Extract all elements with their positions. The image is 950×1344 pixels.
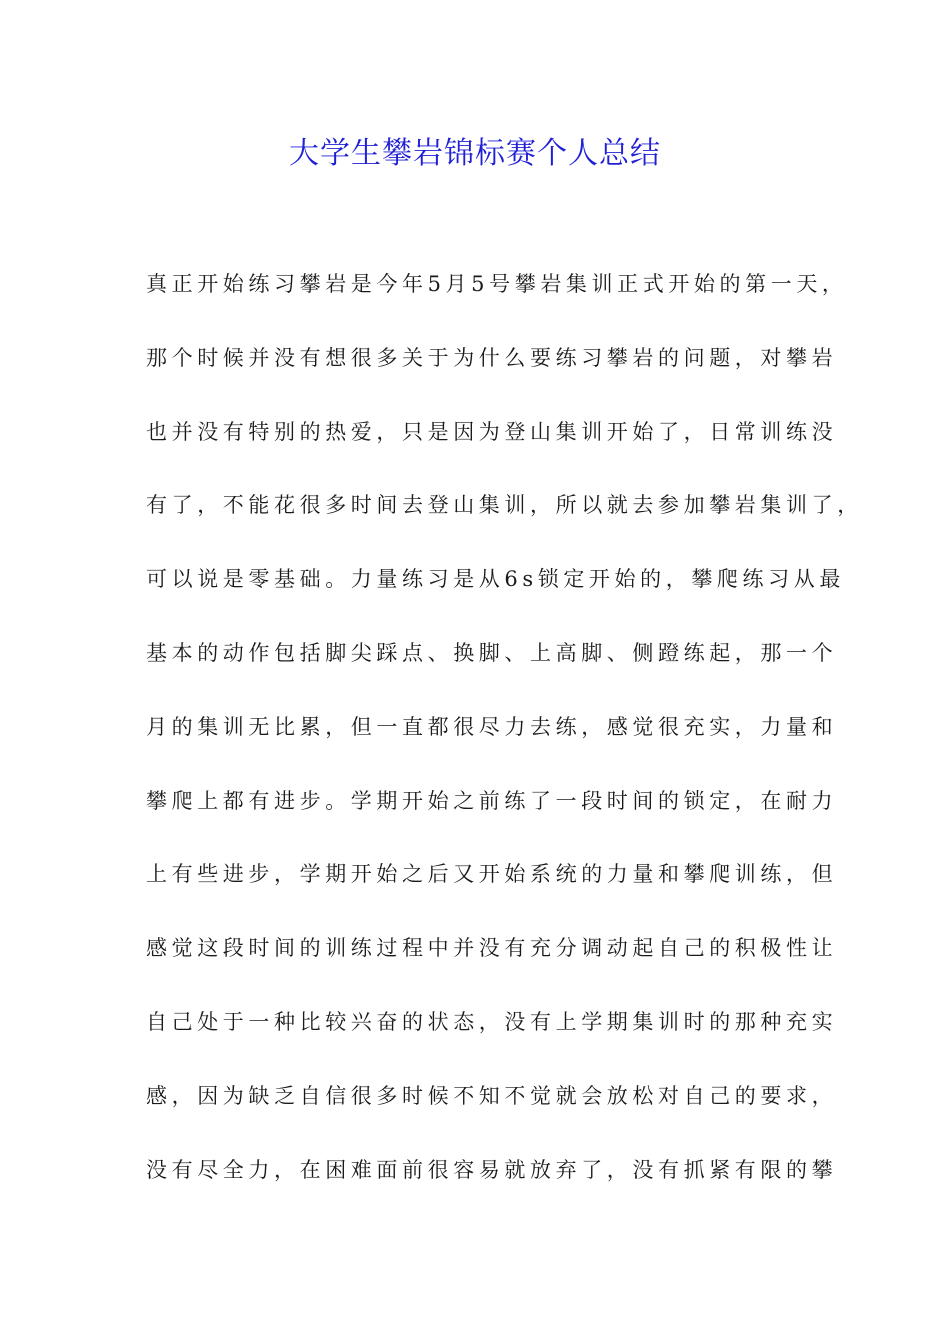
body-line: 月的集训无比累，但一直都很尽力去练，感觉很充实，力量和 [146,714,838,739]
body-line: 感觉这段时间的训练过程中并没有充分调动起自己的积极性让 [146,936,838,961]
body-line: 没有尽全力，在困难面前很容易就放弃了，没有抓紧有限的攀 [146,1157,838,1182]
body-line: 也并没有特别的热爱，只是因为登山集训开始了，日常训练没 [146,419,838,444]
body-line: 基本的动作包括脚尖踩点、换脚、上高脚、侧蹬练起，那一个 [146,640,838,665]
body-line: 上有些进步，学期开始之后又开始系统的力量和攀爬训练，但 [146,862,838,887]
body-line: 真正开始练习攀岩是今年5月5号攀岩集训正式开始的第一天， [146,272,848,296]
body-line: 可以说是零基础。力量练习是从6s锁定开始的，攀爬练习从最 [146,567,845,592]
document-title: 大学生攀岩锦标赛个人总结 [289,136,661,171]
body-line: 有了，不能花很多时间去登山集训，所以就去参加攀岩集训了， [146,493,863,518]
body-line: 攀爬上都有进步。学期开始之前练了一段时间的锁定，在耐力 [146,788,838,813]
document-body [146,264,863,1223]
body-line: 自己处于一种比较兴奋的状态，没有上学期集训时的那种充实 [146,1009,838,1034]
body-line: 那个时候并没有想很多关于为什么要练习攀岩的问题，对攀岩 [146,345,838,370]
body-line: 感，因为缺乏自信很多时候不知不觉就会放松对自己的要求， [146,1083,838,1108]
